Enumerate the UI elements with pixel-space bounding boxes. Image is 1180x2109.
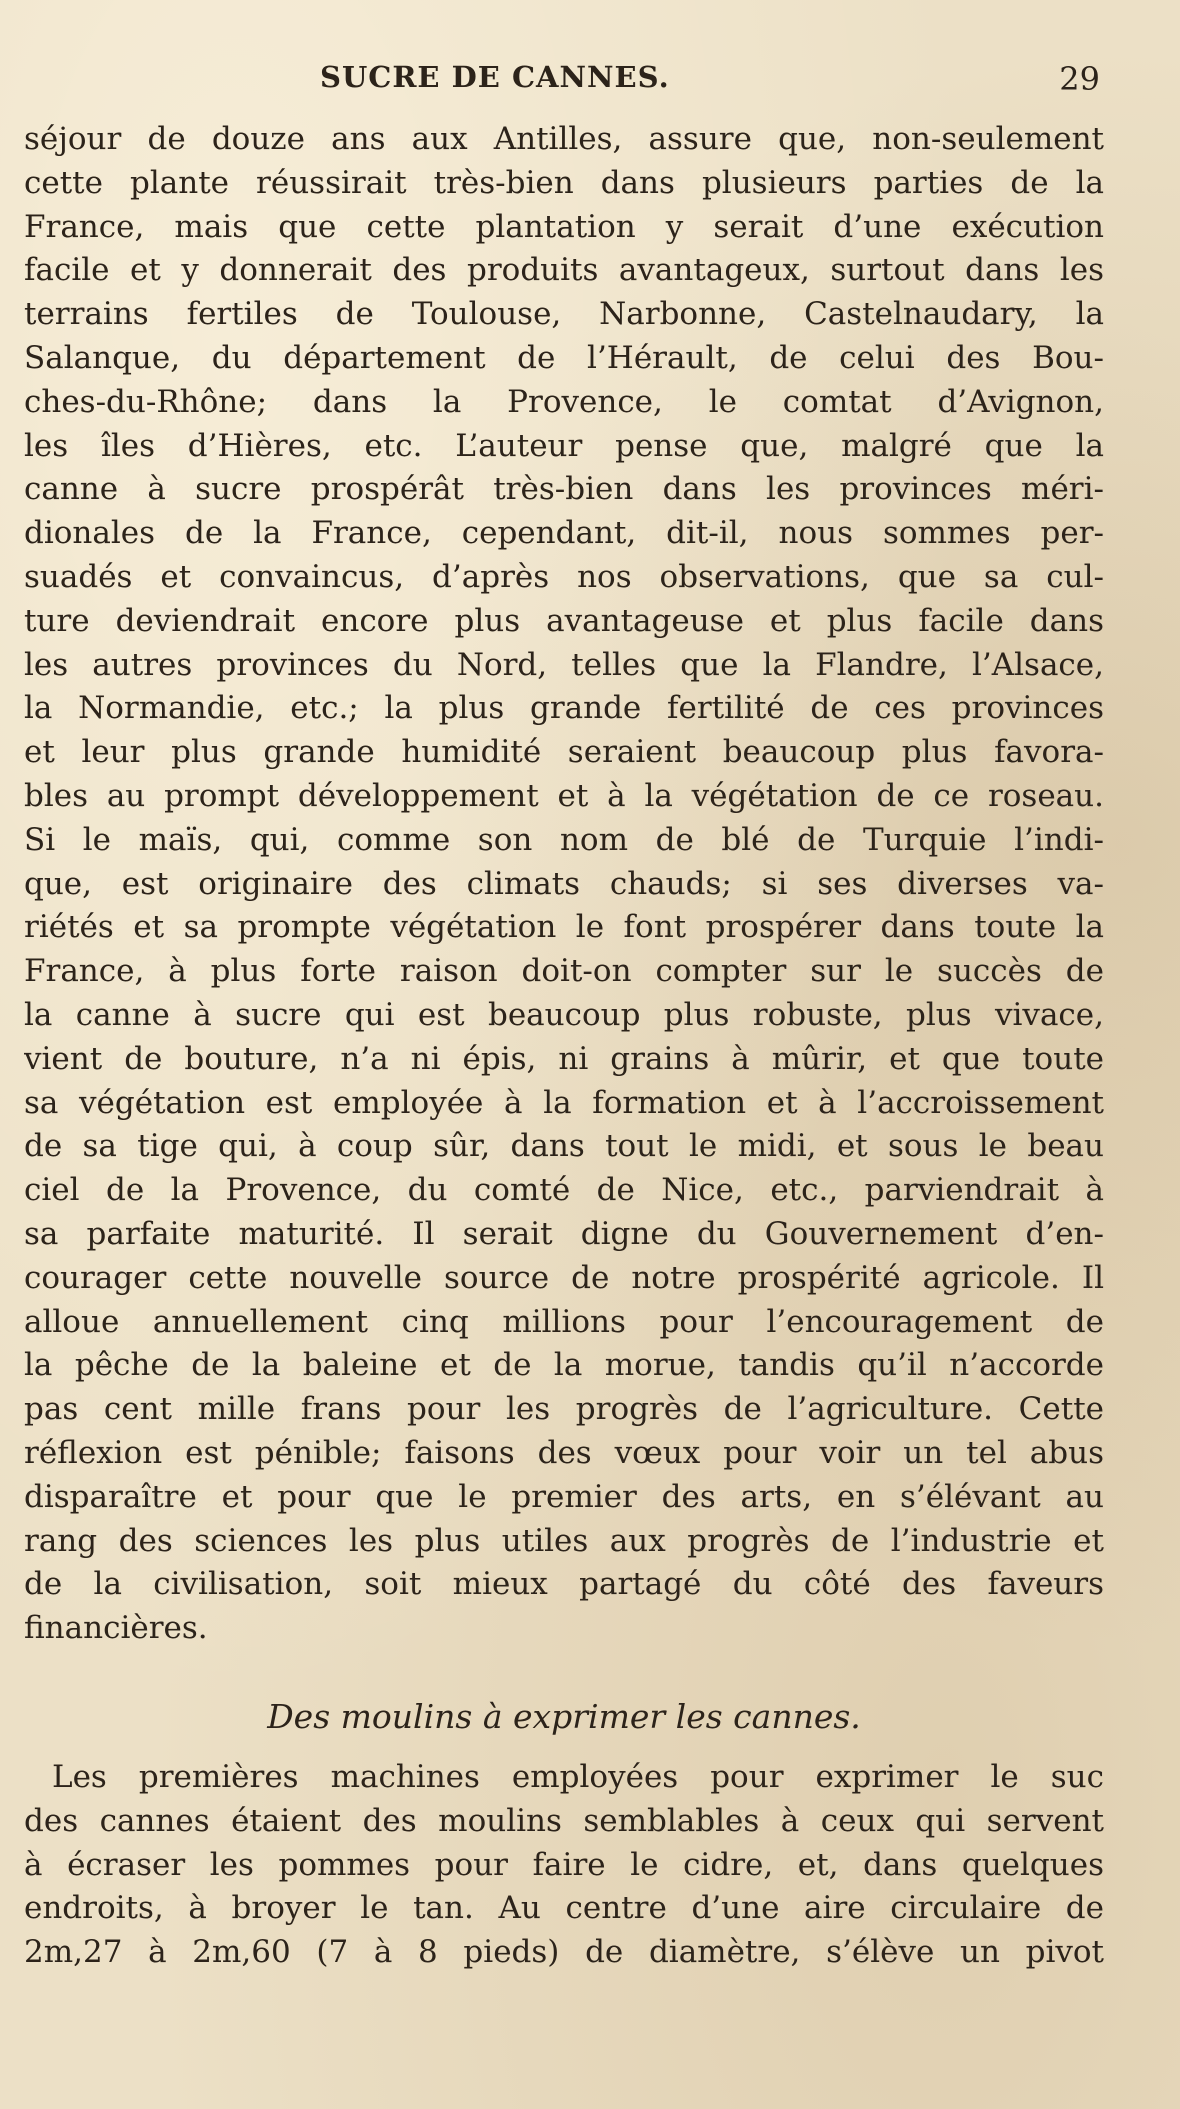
text-line: les autres provinces du Nord, telles que la Flandre, l’Alsace, <box>24 646 1104 683</box>
text-line: France, mais que cette plantation y serait d’une exécution <box>24 208 1104 245</box>
text-line: les îles d’Hières, etc. L’auteur pense que, malgré que la <box>24 427 1104 464</box>
text-line: la Normandie, etc.; la plus grande fertilité de ces provinces <box>24 690 1104 727</box>
text-line: séjour de douze ans aux Antilles, assure que, non-seulement <box>24 121 1104 157</box>
text-line: sa parfaite maturité. Il serait digne du Gouvernement d’en- <box>24 1215 1104 1252</box>
text-line: alloue annuellement cinq millions pour l’encouragement de <box>24 1303 1104 1340</box>
text-line: ches-du-Rhône; dans la Provence, le comtat d’Avignon, <box>24 383 1104 420</box>
text-line: Si le maïs, qui, comme son nom de blé de Turquie l’indi- <box>24 821 1104 858</box>
running-title: SUCRE DE CANNES. <box>320 60 670 94</box>
page-header <box>320 60 1100 104</box>
text-line: disparaître et pour que le premier des arts, en s’élévant au <box>24 1478 1104 1515</box>
text-line: rang des sciences les plus utiles aux progrès de l’industrie et <box>24 1522 1104 1559</box>
text-line: la canne à sucre qui est beaucoup plus robuste, plus vivace, <box>24 996 1104 1033</box>
section-title: Des moulins à exprimer les cannes. <box>267 1697 861 1736</box>
paragraph-2 <box>24 1756 1104 1975</box>
text-line: terrains fertiles de Toulouse, Narbonne, Castelnaudary, la <box>24 296 1104 333</box>
text-line: de la civilisation, soit mieux partagé du côté des faveurs <box>24 1566 1104 1603</box>
text-line: sa végétation est employée à la formation et à l’accroissement <box>24 1084 1104 1121</box>
text-line: pas cent mille frans pour les progrès de l’agriculture. Cette <box>24 1391 1104 1428</box>
text-line: de sa tige qui, à coup sûr, dans tout le midi, et sous le beau <box>24 1128 1104 1165</box>
paragraph-1 <box>24 118 1104 1651</box>
text-line: ciel de la Provence, du comté de Nice, etc., parviendrait à <box>24 1172 1104 1209</box>
text-line: facile et y donnerait des produits avantageux, surtout dans les <box>24 252 1104 289</box>
text-line: que, est originaire des climats chauds; si ses diverses va- <box>24 865 1104 902</box>
text-line: Salanque, du département de l’Hérault, de celui des Bou- <box>24 339 1104 376</box>
text-line: ture deviendrait encore plus avantageuse et plus facile dans <box>24 602 1104 639</box>
text-line: réflexion est pénible; faisons des vœux pour voir un tel abus <box>24 1434 1104 1471</box>
text-line: à écraser les pommes pour faire le cidre, et, dans quelques <box>24 1846 1104 1883</box>
text-line: suadés et convaincus, d’après nos observations, que sa cul- <box>24 558 1104 595</box>
text-line: 2m,27 à 2m,60 (7 à 8 pieds) de diamètre, s’élève un pivot <box>24 1934 1104 1971</box>
text-line: courager cette nouvelle source de notre prospérité agricole. Il <box>24 1259 1104 1296</box>
text-line: bles au prompt développement et à la végétation de ce roseau. <box>24 777 1104 814</box>
text-line: riétés et sa prompte végétation le font prospérer dans toute la <box>24 909 1104 946</box>
text-line: canne à sucre prospérât très-bien dans les provinces méri- <box>24 471 1104 508</box>
text-line: des cannes étaient des moulins semblables à ceux qui servent <box>24 1802 1104 1839</box>
text-line: vient de bouture, n’a ni épis, ni grains à mûrir, et que toute <box>24 1040 1104 1077</box>
text-line: et leur plus grande humidité seraient beaucoup plus favora- <box>24 734 1104 771</box>
text-line: Les premières machines employées pour exprimer le suc <box>52 1759 1104 1795</box>
page-number: 29 <box>1059 60 1100 98</box>
text-line: cette plante réussirait très-bien dans plusieurs parties de la <box>24 164 1104 201</box>
text-line: dionales de la France, cependant, dit-il, nous sommes per- <box>24 515 1104 552</box>
text-line: endroits, à broyer le tan. Au centre d’une aire circulaire de <box>24 1890 1104 1927</box>
text-line: la pêche de la baleine et de la morue, tandis qu’il n’accorde <box>24 1347 1104 1384</box>
text-line: financières. <box>24 1610 208 1647</box>
text-line: France, à plus forte raison doit-on compter sur le succès de <box>24 953 1104 990</box>
